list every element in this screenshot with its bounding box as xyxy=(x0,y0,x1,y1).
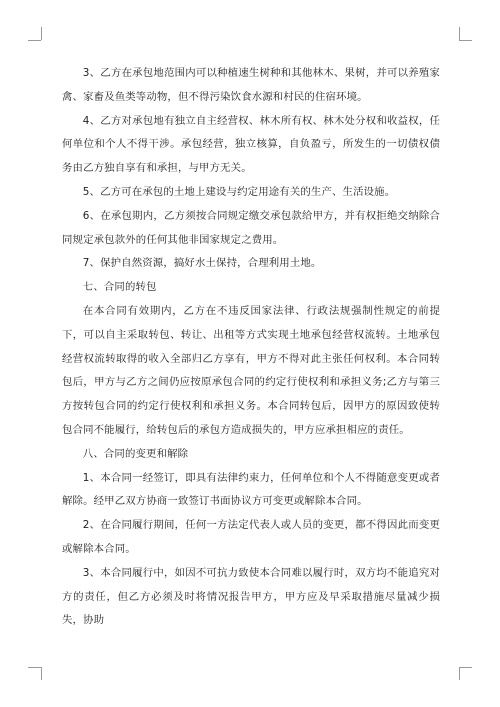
crop-mark-top-right-h xyxy=(459,40,472,41)
crop-mark-bottom-left-v xyxy=(41,667,42,680)
paragraph-clause-4: 4、乙方对承包地有独立自主经营权、林木所有权、林木处分权和收益权，任何单位和个人不得干涉。承包经营，独立核算，自负盈亏，所发生的一切债权债务由乙方独自享有和承担，与甲方无关。 xyxy=(62,114,440,175)
crop-mark-top-left-h xyxy=(28,40,41,41)
section-heading-change-termination: 八、合同的变更和解除 xyxy=(82,447,189,460)
crop-mark-bottom-right-h xyxy=(459,667,472,668)
crop-mark-bottom-left-h xyxy=(28,667,41,668)
paragraph-change-3: 3、本合同履行中，如因不可抗力致使本合同难以履行时，双方均不能追究对方的责任，但乙方必须及时将情况报告甲方，甲方应及早采取措施尽量减少损失，协助 xyxy=(62,566,440,627)
document-body xyxy=(62,62,440,633)
crop-mark-bottom-right-v xyxy=(459,667,460,680)
paragraph-change-2: 2、在合同履行期间，任何一方法定代表人或人员的变更，都不得因此而变更或解除本合同。 xyxy=(62,519,440,555)
section-heading-subcontract: 七、合同的转包 xyxy=(82,281,157,294)
crop-mark-top-left-v xyxy=(41,27,42,40)
paragraph-clause-5: 5、乙方可在承包的土地上建设与约定用途有关的生产、生活设施。 xyxy=(82,185,396,198)
paragraph-clause-3: 3、乙方在承包地范围内可以种植速生树种和其他林木、果树，并可以养殖家禽、家畜及鱼类等动物，但不得污染饮食水源和村民的住宿环境。 xyxy=(62,67,440,103)
crop-mark-top-right-v xyxy=(459,27,460,40)
paragraph-clause-6: 6、在承包期内，乙方须按合同规定缴交承包款给甲方，并有权拒绝交纳除合同规定承包款外的任何其他非国家规定之费用。 xyxy=(62,209,440,246)
paragraph-clause-7: 7、保护自然资源，搞好水土保持，合理利用土地。 xyxy=(82,257,322,270)
paragraph-subcontract: 在本合同有效期内，乙方在不违反国家法律、行政法规强制性规定的前提下，可以自主采取转包、转让、出租等方式实现土地承包经营权流转。土地承包经营权流转取得的收入全部归乙方享有，甲方不得对此主张任何权利。本合同转包后，甲方与乙方之间仍应按原承包合同的约定行使权利和承担义务;乙方与第三方按转包合同的约定行使权利和承担义务。本合同转包后，因甲方的原因致使转包合同不能履行，给转包后的承包方造成损失的，甲方应承担相应的责任。 xyxy=(62,304,440,436)
paragraph-change-1: 1、本合同一经签订，即具有法律约束力，任何单位和个人不得随意变更或者解除。经甲乙双方协商一致签订书面协议方可变更或解除本合同。 xyxy=(62,471,440,508)
